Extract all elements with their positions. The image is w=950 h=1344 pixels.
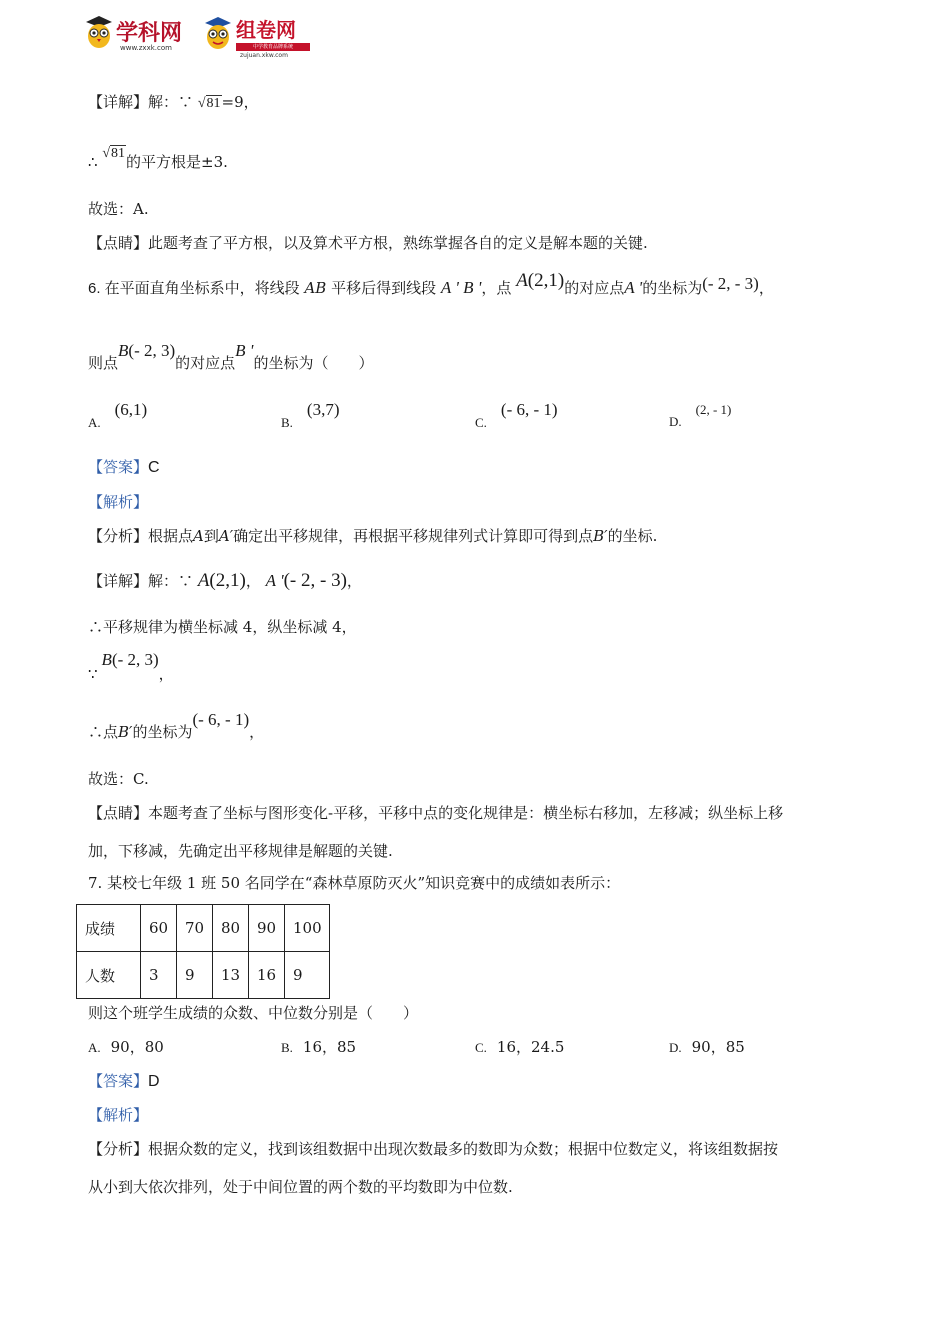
detail-result: =9，	[221, 93, 259, 111]
q6-result-line: ∴点B′的坐标为(- 6, - 1)，	[88, 710, 265, 741]
q6-choice: 故选：C.	[88, 770, 149, 788]
q5-choice: 故选：A.	[88, 200, 149, 218]
point-a-prime: A '	[624, 278, 643, 297]
q6-rule-line: ∴平移规律为横坐标减 4，纵坐标减 4，	[88, 618, 357, 636]
table-cell: 9	[177, 952, 213, 999]
comment-label: 【点睛】	[88, 804, 149, 822]
owl-mascot-icon	[84, 14, 114, 52]
q6-stem-text: 平移后得到线段	[331, 279, 437, 297]
table-cell: 人数	[77, 952, 141, 999]
result-coord: (- 6, - 1)	[192, 710, 250, 729]
comment-label: 【点睛】	[88, 234, 149, 252]
answer-value: D	[148, 1073, 160, 1090]
q6-stem-text: 的坐标为	[642, 279, 703, 297]
detail-label: 【详解】	[88, 572, 149, 590]
q6-option-a[interactable]: A.(6,1)	[88, 400, 148, 430]
q7-option-c[interactable]: C. 16，24.5	[475, 1038, 565, 1056]
q7-analysis-label: 【解析】	[88, 1106, 149, 1124]
q6-stem-line2	[88, 341, 374, 373]
table-cell: 60	[141, 905, 177, 952]
q6-stem-text: ，点	[481, 279, 512, 297]
table-cell: 80	[213, 905, 249, 952]
table-cell: 13	[213, 952, 249, 999]
detail-label: 【详解】	[88, 93, 149, 111]
q6-stem-text: 的对应点	[175, 354, 236, 372]
table-row	[77, 952, 330, 999]
table-cell: 成绩	[77, 905, 141, 952]
q7-fenxi-line2: 从小到大依次排列，处于中间位置的两个数的平均数即为中位数.	[88, 1178, 513, 1196]
q6-stem-text: 6. 在平面直角坐标系中，将线段	[88, 280, 300, 297]
q7-option-d[interactable]: D. 90，85	[669, 1038, 745, 1056]
fenxi-label: 【分析】	[88, 1140, 149, 1158]
brand-url-right: zujuan.xkw.com	[240, 52, 288, 59]
score-table	[76, 904, 330, 999]
answer-value: C	[148, 459, 160, 476]
q6-comment-line1: 【点睛】本题考查了坐标与图形变化-平移，平移中点的变化规律是：横坐标右移加，左移减；纵坐标上移	[88, 804, 784, 822]
q7-stem: 7. 某校七年级 1 班 50 名同学在“森林草原防灭火”知识竞赛中的成绩如表所示：	[88, 874, 621, 892]
sqrt-statement: 的平方根是±3.	[126, 153, 228, 171]
q6-stem-text: 则点	[88, 354, 119, 372]
detail-point-a: A(2,1)	[197, 570, 246, 591]
q6-detail: 【详解】解：∵ A(2,1)， A '(- 2, - 3)，	[88, 570, 362, 591]
brand-url-left: www.zxxk.com	[120, 44, 172, 52]
q7-answer	[88, 1071, 160, 1092]
mascot-icon	[202, 14, 234, 52]
q6-answer	[88, 457, 160, 478]
table-row	[77, 905, 330, 952]
table-cell: 3	[141, 952, 177, 999]
comment-text: 此题考查了平方根，以及算术平方根，熟练掌握各自的定义是解本题的关键.	[148, 234, 648, 252]
q6-stem	[88, 270, 774, 299]
fenxi-label: 【分析】	[88, 527, 149, 545]
q7-option-a[interactable]: A. 90，80	[88, 1038, 164, 1056]
table-cell: 90	[249, 905, 285, 952]
site-logo[interactable]	[84, 10, 314, 58]
q6-stem-text: ，	[758, 279, 774, 297]
q5-detail-line	[88, 92, 259, 114]
sqrt-expression: √81	[197, 96, 221, 111]
q6-analysis-label: 【解析】	[88, 493, 149, 511]
q6-stem-text: 的对应点	[564, 279, 625, 297]
point-b: B(- 2, 3)	[118, 341, 176, 360]
q5-therefore-line	[88, 146, 228, 174]
q7-fenxi-line1: 【分析】根据众数的定义，找到该组数据中出现次数最多的数即为众数；根据中位数定义，将该组数据按	[88, 1140, 779, 1158]
segment-ab-prime: A ' B '	[440, 278, 482, 297]
q6-option-d[interactable]: D.(2, - 1)	[669, 402, 732, 429]
q6-option-c[interactable]: C.(- 6, - 1)	[475, 400, 558, 430]
point-b-prime: B '	[235, 341, 254, 360]
q7-option-b[interactable]: B. 16，85	[281, 1038, 357, 1056]
segment-ab: AB	[304, 279, 327, 297]
q6-comment-line2: 加，下移减，先确定出平移规律是解题的关键.	[88, 842, 393, 860]
q5-comment	[88, 233, 648, 253]
q6-option-b[interactable]: B.(3,7)	[281, 400, 340, 430]
detail-a-prime-coord: (- 2, - 3)	[283, 570, 347, 591]
brand-tagline: 中学教育品牌系统	[236, 43, 310, 51]
detail-point-b: B(- 2, 3)	[101, 650, 159, 669]
a-prime-coord: (- 2, - 3)	[702, 274, 759, 293]
point-a: A(2,1)	[516, 270, 565, 291]
q6-because-line: ∵B(- 2, 3)，	[88, 650, 174, 683]
brand-name-left: 学科网	[116, 21, 183, 46]
therefore-symbol: ∴	[88, 153, 98, 171]
q6-stem-text: 的坐标为（ ）	[253, 354, 374, 372]
detail-text: 解：∵	[148, 93, 194, 111]
q6-fenxi: 【分析】根据点A到A′确定出平移规律，再根据平移规律列式计算即可得到点B′的坐标.	[88, 527, 658, 545]
table-cell: 16	[249, 952, 285, 999]
table-cell: 9	[285, 952, 330, 999]
answer-label: 【答案】	[88, 458, 149, 476]
sqrt-expression: √81	[102, 146, 126, 161]
table-cell: 70	[177, 905, 213, 952]
answer-label: 【答案】	[88, 1072, 149, 1090]
q7-question: 则这个班学生成绩的众数、中位数分别是（ ）	[88, 1004, 419, 1022]
brand-name-right: 组卷网	[236, 18, 296, 42]
table-cell: 100	[285, 905, 330, 952]
